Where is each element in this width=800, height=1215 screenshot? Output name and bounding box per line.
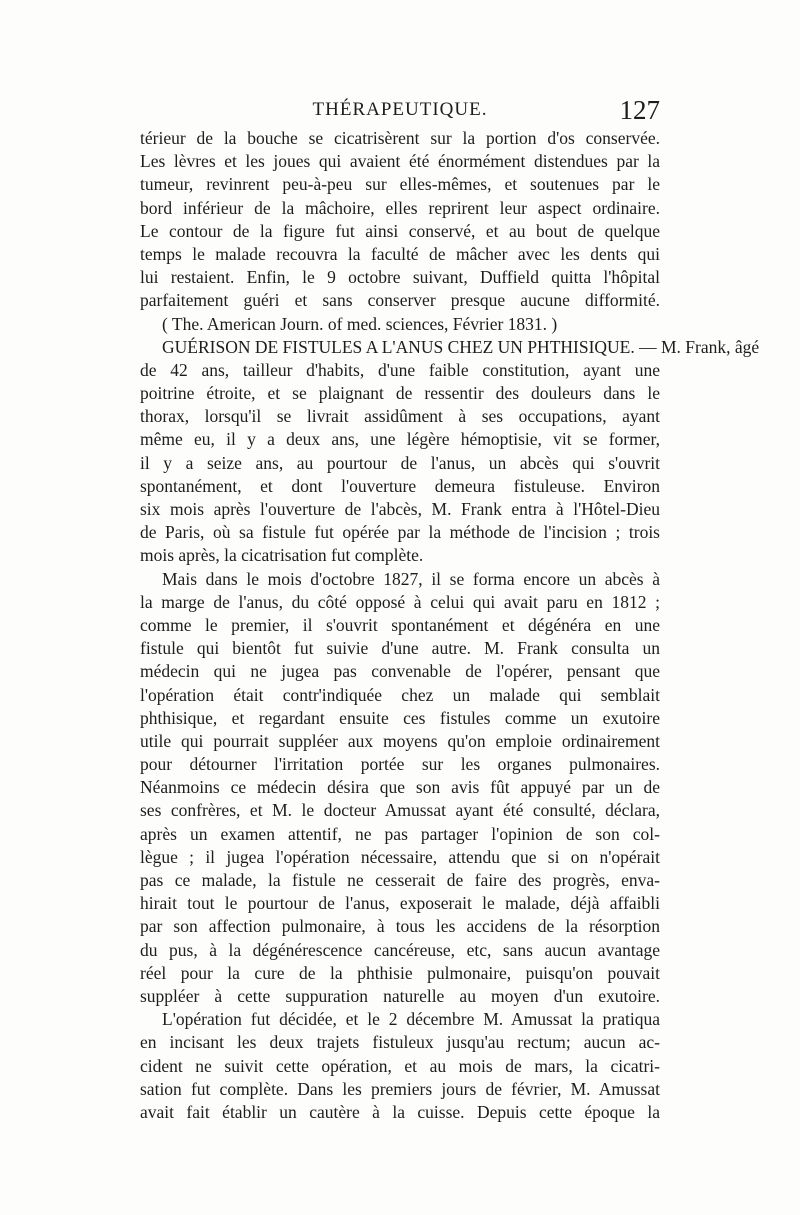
text-line: fistule qui bientôt fut suivie d'une autre. M. Frank consulta un (140, 638, 660, 659)
text-line: six mois après l'ouverture de l'abcès, M. Frank entra à l'Hôtel-Dieu (140, 499, 660, 519)
page-number: 127 (619, 95, 660, 125)
body-text (140, 127, 760, 1124)
text-line: de 42 ans, tailleur d'habits, d'une faible constitution, ayant une (140, 359, 660, 380)
text-line: parfaitement guéri et sans conserver presque aucune difformité. (140, 290, 660, 311)
text-line: il y a seize ans, au pourtour de l'anus, un abcès qui s'ouvrit (140, 452, 660, 473)
text-line: ses confrères, et M. le docteur Amussat ayant été consulté, déclara, (140, 800, 660, 821)
text-line: cident ne suivit cette opération, et au mois de mars, la cicatri- (140, 1055, 660, 1076)
section-heading-line: GUÉRISON DE FISTULES A L'ANUS CHEZ UN PHTHISIQUE. — M. Frank, âgé (162, 336, 760, 357)
text-line: phthisique, et regardant ensuite ces fistules comme un exutoire (140, 707, 660, 728)
text-line: hirait tout le pourtour de l'anus, exposerait le malade, déjà affaibli (140, 893, 660, 914)
text-line: même eu, il y a deux ans, une légère hémoptisie, vit se former, (140, 429, 660, 450)
text-line: du pus, à la dégénérescence cancéreuse, etc, sans aucun avantage (140, 939, 660, 960)
text-line: Les lèvres et les joues qui avaient été énormément distendues par la (140, 151, 660, 172)
text-line: comme le premier, il s'ouvrit spontanément et dégénéra en une (140, 614, 660, 635)
text-line: la marge de l'anus, du côté opposé à celui qui avait paru en 1812 ; (140, 591, 660, 612)
text-line: utile qui pourrait suppléer aux moyens qu'on emploie ordinairement (140, 730, 660, 751)
text-line: tumeur, revinrent peu-à-peu sur elles-mêmes, et soutenues par le (140, 174, 660, 195)
text-line: lègue ; il jugea l'opération nécessaire, attendu que si on n'opérait (140, 846, 660, 867)
page-header (140, 95, 660, 129)
text-line: l'opération était contr'indiquée chez un malade qui semblait (140, 684, 660, 705)
text-line: pas ce malade, la fistule ne cesserait de faire des progrès, enva- (140, 870, 660, 890)
text-line: Mais dans le mois d'octobre 1827, il se forma encore un abcès à (162, 568, 660, 589)
text-line: suppléer à cette suppuration naturelle au moyen d'un exutoire. (140, 985, 660, 1006)
text-line: médecin qui ne jugea pas convenable de l'opérer, pensant que (140, 661, 660, 682)
text-line: spontanément, et dont l'ouverture demeura fistuleuse. Environ (140, 475, 660, 496)
text-line: thorax, lorsqu'il se livrait assidûment à ses occupations, ayant (140, 406, 660, 427)
text-line: avait fait établir un cautère à la cuisse. Depuis cette époque la (140, 1101, 660, 1122)
text-line: réel pour la cure de la phthisie pulmonaire, puisqu'on pouvait (140, 962, 660, 983)
text-line: L'opération fut décidée, et le 2 décembre M. Amussat la pratiqua (162, 1009, 660, 1030)
text-line: pour détourner l'irritation portée sur les organes pulmonaires. (140, 754, 660, 775)
text-line: en incisant les deux trajets fistuleux jusqu'au rectum; aucun ac- (140, 1032, 660, 1053)
text-line: temps le malade recouvra la faculté de mâcher avec les dents qui (140, 243, 660, 264)
text-line: poitrine étroite, et se plaignant de ressentir des douleurs dans le (140, 383, 660, 404)
text-line: Néanmoins ce médecin désira que son avis fût appuyé par un de (140, 777, 660, 798)
text-line: Le contour de la figure fut ainsi conservé, et au bout de quelque (140, 220, 660, 241)
text-line: bord inférieur de la mâchoire, elles reprirent leur aspect ordinaire. (140, 197, 660, 218)
text-line: lui restaient. Enfin, le 9 octobre suivant, Duffield quitta l'hôpital (140, 267, 660, 288)
text-line: par son affection pulmonaire, à tous les accidens de la résorption (140, 916, 660, 937)
text-line: térieur de la bouche se cicatrisèrent sur la portion d'os conservée. (140, 128, 660, 148)
text-line: mois après, la cicatrisation fut complète. (140, 545, 424, 566)
text-line: sation fut complète. Dans les premiers jours de février, M. Amussat (140, 1078, 660, 1099)
text-line: de Paris, où sa fistule fut opérée par la méthode de l'incision ; trois (140, 522, 660, 543)
running-title: THÉRAPEUTIQUE. (312, 99, 488, 120)
citation-line: ( The. American Journ. of med. sciences, Février 1831. ) (162, 313, 558, 334)
text-line: après un examen attentif, ne pas partager l'opinion de son col- (140, 823, 660, 844)
